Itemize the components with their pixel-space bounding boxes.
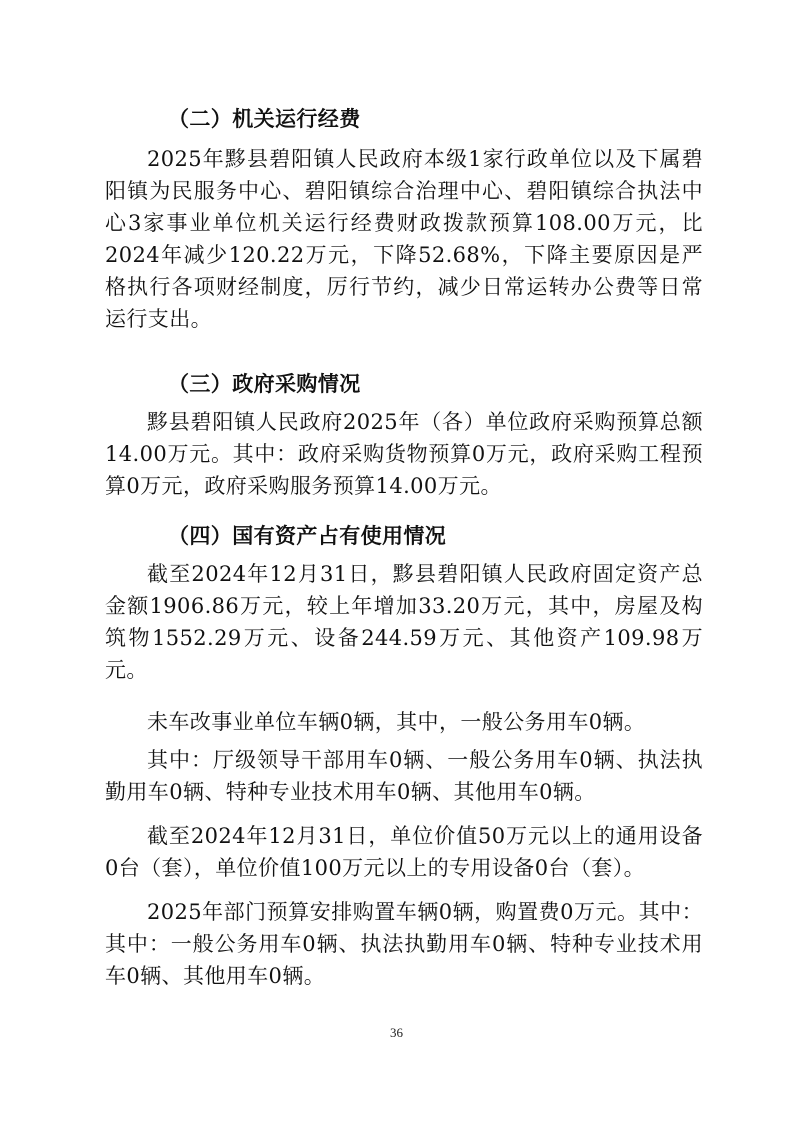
paragraph-equipment: 截至2024年12月31日，单位价值50万元以上的通用设备0台（套），单位价值100万元以上的专用设备0台（套）。	[105, 824, 703, 880]
paragraph-vehicle-purchase: 2025年部门预算安排购置车辆0辆，购置费0万元。其中：其中：一般公务用车0辆、执法执勤用车0辆、特种专业技术用车0辆、其他用车0辆。	[105, 900, 703, 988]
section-heading-state-assets: （四）国有资产占有使用情况	[168, 524, 447, 548]
page-number: 36	[390, 1025, 403, 1040]
section-heading-government-procurement: （三）政府采购情况	[168, 372, 361, 396]
paragraph-operating-expenses: 2025年黟县碧阳镇人民政府本级1家行政单位以及下属碧阳镇为民服务中心、碧阳镇综合治理中心、碧阳镇综合执法中心3家事业单位机关运行经费财政拨款预算108.00万元，比2024年减少120.22万元，下降52.68%，下降主要原因是严格执行各项财经制度，厉行节约，减少日常运转办公费等日常运行支出。	[105, 147, 703, 331]
paragraph-vehicles-breakdown: 其中：厅级领导干部用车0辆、一般公务用车0辆、执法执勤用车0辆、特种专业技术用车0辆、其他用车0辆。	[105, 748, 703, 804]
paragraph-fixed-assets: 截至2024年12月31日，黟县碧阳镇人民政府固定资产总金额1906.86万元，较上年增加33.20万元，其中，房屋及构筑物1552.29万元、设备244.59万元、其他资产109.98万元。	[105, 562, 703, 682]
paragraph-vehicles-count: 未车改事业单位车辆0辆，其中，一般公务用车0辆。	[147, 710, 646, 734]
section-heading-operating-expenses: （二）机关运行经费	[168, 107, 361, 131]
paragraph-government-procurement: 黟县碧阳镇人民政府2025年（各）单位政府采购预算总额14.00万元。其中：政府采购货物预算0万元，政府采购工程预算0万元，政府采购服务预算14.00万元。	[105, 410, 703, 498]
